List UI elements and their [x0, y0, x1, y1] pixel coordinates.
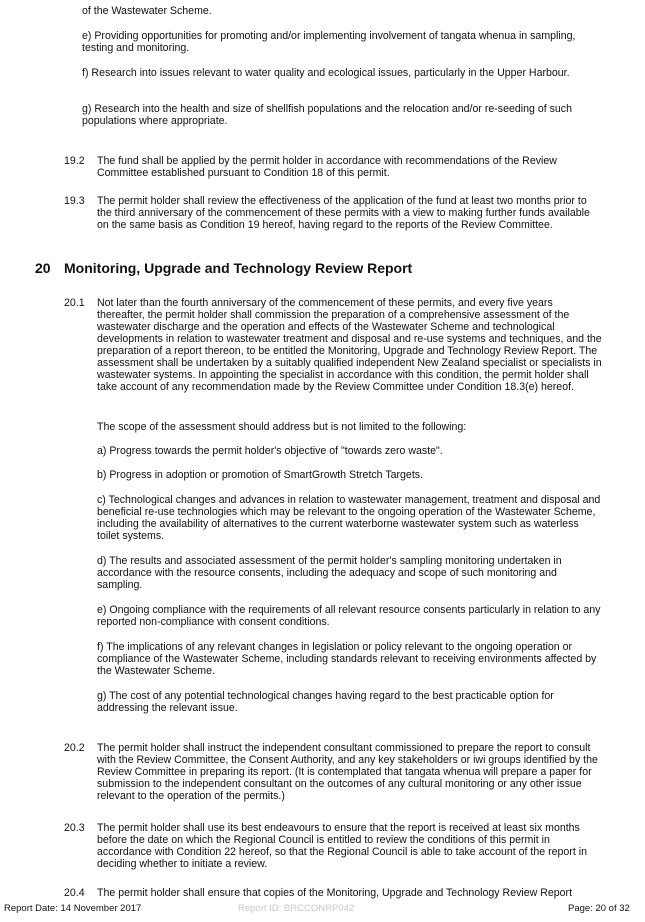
clause-text: The permit holder shall ensure that copies of the Monitoring, Upgrade and Technology Review Report [97, 887, 573, 899]
list-item: f) The implications of any relevant changes in legislation or policy relevant to the ongoing operation or compliance of the Wastewater Scheme, including standards relevant to receiving environments affected by the Wastewater Scheme. [97, 641, 597, 677]
clause-text: The permit holder shall review the effectiveness of the application of the fund at least two months prior to the third anniversary of the commencement of these permits with a view to making further funds available on the same basis as Condition 19 hereof, having regard to the reports of the Review Committee. [97, 195, 590, 231]
clause-number: 20.4 [64, 887, 85, 899]
section-number: 20 [35, 260, 51, 276]
scope-text: The scope of the assessment should address but is not limited to the following: [97, 421, 467, 433]
footer-report-date: Report Date: 14 November 2017 [4, 903, 142, 914]
clause-text: Not later than the fourth anniversary of the commencement of these permits, and every five years thereafter, the permit holder shall commission the preparation of a comprehensive assessment of the wastewater discharge and the operation and effects of the Wastewater Scheme and technological developments in relation to wastewater treatment and disposal and re-use systems and techniques, and the preparation of a report thereon, to be entitled the Monitoring, Upgrade and Technology Review Report. The assessment shall be undertaken by a suitably qualified independent New Zealand specialist or specialists in wastewater systems. In appointing the specialist in accordance with this condition, the permit holder shall take account of any recommendation made by the Review Committee under Condition 18.3(e) hereof. [97, 297, 602, 393]
clause-number: 19.3 [64, 195, 85, 207]
clause-number: 19.2 [64, 155, 85, 167]
list-item: a) Progress towards the permit holder's objective of "towards zero waste". [97, 445, 443, 457]
clause-number: 20.3 [64, 822, 85, 834]
list-item: b) Progress in adoption or promotion of SmartGrowth Stretch Targets. [97, 469, 424, 481]
clause-number: 20.2 [64, 742, 85, 754]
footer-report-id: Report ID: BRCCONRP042 [238, 903, 355, 914]
section-title: Monitoring, Upgrade and Technology Review Report [64, 260, 413, 276]
clause-number: 20.1 [64, 297, 85, 309]
list-item: g) The cost of any potential technological changes having regard to the best practicable option for addressing the relevant issue. [97, 690, 554, 714]
list-item: e) Providing opportunities for promoting and/or implementing involvement of tangata whenua in sampling, testing and monitoring. [82, 30, 576, 54]
list-item: c) Technological changes and advances in relation to wastewater management, treatment and disposal and beneficial re-use technologies which may be relevant to the ongoing operation of the Wastewater Scheme, including the availability of alternatives to the current waterborne wastewater system such as waterless toilet systems. [97, 494, 601, 542]
continuation-text: of the Wastewater Scheme. [82, 5, 212, 17]
list-item: f) Research into issues relevant to water quality and ecological issues, particularly in the Upper Harbour. [82, 67, 570, 79]
list-item: e) Ongoing compliance with the requirements of all relevant resource consents particularly in relation to any reported non-compliance with consent conditions. [97, 604, 601, 628]
list-item: d) The results and associated assessment of the permit holder's sampling monitoring undertaken in accordance with the resource consents, including the adequacy and scope of such monitoring and sampling. [97, 555, 562, 591]
clause-text: The permit holder shall use its best endeavours to ensure that the report is received at least six months before the date on which the Regional Council is entitled to review the conditions of this permit in accordance with Condition 22 hereof, so that the Regional Council is able to take account of the report in deciding whether to initiate a review. [97, 822, 587, 870]
footer-page-number: Page: 20 of 32 [568, 903, 630, 914]
clause-text: The fund shall be applied by the permit holder in accordance with recommendations of the Review Committee established pursuant to Condition 18 of this permit. [97, 155, 557, 179]
clause-text: The permit holder shall instruct the independent consultant commissioned to prepare the report to consult with the Review Committee, the Consent Authority, and any key stakeholders or iwi groups identified by the Review Committee in preparing its report. (It is contemplated that tangata whenua will prepare a paper for submission to the independent consultant on the outcomes of any cultural monitoring or any other issue relevant to the operation of the permits.) [97, 742, 598, 802]
list-item: g) Research into the health and size of shellfish populations and the relocation and/or re-seeding of such populations where appropriate. [82, 103, 572, 127]
